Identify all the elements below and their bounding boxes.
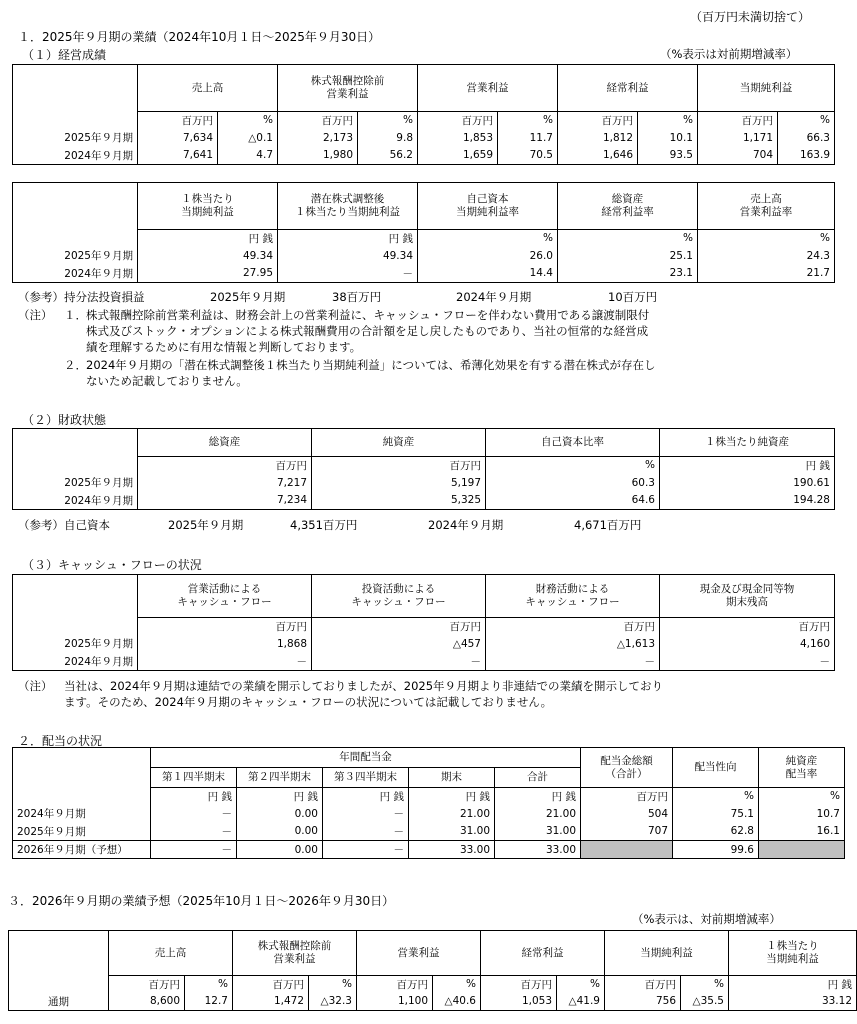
row-label: 2024年９月期: [13, 265, 138, 283]
table-row: [13, 823, 845, 841]
row-label: 2025年９月期: [13, 129, 138, 147]
header-sales: 売上高: [138, 65, 278, 112]
cell: 49.34: [138, 247, 278, 265]
per-share-table: [12, 182, 835, 283]
cash-flow-table: [12, 574, 835, 671]
cell: 75.1: [673, 805, 759, 823]
ref-period-1: 2025年９月期: [210, 290, 286, 304]
table-row: [13, 129, 835, 147]
cell: 70.5: [498, 147, 558, 165]
header-q1: 第１四半期末: [151, 768, 237, 788]
unit-cell: 百万円: [698, 112, 778, 129]
table-row: [13, 147, 835, 165]
unit-cell: 円 銭: [151, 788, 237, 805]
cell: 0.00: [237, 841, 323, 859]
table-row: [13, 492, 835, 510]
unit-cell: 百万円: [278, 112, 358, 129]
cell: 8,600: [109, 993, 185, 1011]
header-op-income: 営業利益: [357, 931, 481, 976]
cell: 0.00: [237, 805, 323, 823]
cell: 1,100: [357, 993, 433, 1011]
cell: 7,634: [138, 129, 218, 147]
header-operating-cf: 営業活動による キャッシュ・フロー: [138, 575, 312, 618]
header-net-income: 当期純利益: [698, 65, 835, 112]
unit-cell: %: [638, 112, 698, 129]
unit-cell: 円 銭: [660, 457, 835, 474]
cell: －: [323, 841, 409, 859]
cell: －: [151, 805, 237, 823]
row-label: 2024年９月期: [13, 805, 151, 823]
header-op-income: 営業利益: [418, 65, 558, 112]
header-doe: 純資産 配当率: [759, 748, 845, 788]
cell: 12.7: [185, 993, 233, 1011]
subsection-title-financial-position: （２）財政状態: [22, 413, 107, 427]
cell: 1,868: [138, 635, 312, 653]
unit-cell: %: [358, 112, 418, 129]
cell: 24.3: [698, 247, 835, 265]
cell: －: [278, 265, 418, 283]
header-total-assets: 総資産: [138, 429, 312, 457]
header-annual-dividend: 年間配当金: [151, 748, 581, 768]
cell: 21.7: [698, 265, 835, 283]
cell: 25.1: [558, 247, 698, 265]
row-label: 2025年９月期: [13, 247, 138, 265]
table-row: [13, 653, 835, 671]
ref-equity-label: （参考）自己資本: [18, 518, 110, 532]
unit-cell: 百万円: [233, 976, 309, 993]
row-label: 2026年９月期（予想）: [13, 841, 151, 859]
unit-cell: %: [698, 230, 835, 247]
cell: 21.00: [495, 805, 581, 823]
cell: 64.6: [486, 492, 660, 510]
unit-cell: 百万円: [486, 618, 660, 635]
unit-cell: %: [433, 976, 481, 993]
cell: 66.3: [778, 129, 835, 147]
cell: 1,812: [558, 129, 638, 147]
dividends-table: [12, 747, 845, 859]
notes-head: （注）: [18, 308, 53, 322]
corner-cell: [13, 65, 138, 112]
cell: －: [312, 653, 486, 671]
operating-results-table: [12, 64, 835, 165]
table-row: [13, 841, 845, 859]
unit-cell: 円 銭: [495, 788, 581, 805]
cell: －: [486, 653, 660, 671]
cell: △32.3: [309, 993, 357, 1011]
unit-cell: 百万円: [138, 618, 312, 635]
section-title-performance: １．2025年９月期の業績（2024年10月１日～2025年９月30日）: [18, 30, 381, 44]
cell: －: [660, 653, 835, 671]
forecast-table: [8, 930, 857, 1011]
note-1-line: 株式及びストック・オプションによる株式報酬費用の合計額を足し戻したものであり、当社の恒常的な経営成: [86, 324, 649, 338]
unit-cell: 百万円: [357, 976, 433, 993]
cell: 11.7: [498, 129, 558, 147]
cell: 1,980: [278, 147, 358, 165]
ref-equity-method-label: （参考）持分法投資損益: [18, 290, 145, 304]
unit-note: （百万円未満切捨て）: [690, 10, 811, 24]
header-ordinary-income: 経常利益: [481, 931, 605, 976]
cell: 99.6: [673, 841, 759, 859]
unit-cell: 円 銭: [323, 788, 409, 805]
row-label: 通期: [9, 993, 109, 1011]
unit-cell: 百万円: [558, 112, 638, 129]
unit-cell: 円 銭: [729, 976, 857, 993]
cell: 31.00: [409, 823, 495, 841]
section-title-dividends: ２．配当の状況: [18, 734, 103, 748]
cell: 2,173: [278, 129, 358, 147]
cell: 21.00: [409, 805, 495, 823]
shaded-cell: [581, 841, 673, 859]
cell: 56.2: [358, 147, 418, 165]
cell: 62.8: [673, 823, 759, 841]
subsection-title-cash-flow: （３）キャッシュ・フローの状況: [22, 558, 202, 572]
cell: 1,646: [558, 147, 638, 165]
unit-cell: %: [681, 976, 729, 993]
header-q3: 第３四半期末: [323, 768, 409, 788]
header-roa: 総資産 経常利益率: [558, 183, 698, 230]
unit-cell: 円 銭: [409, 788, 495, 805]
header-total: 合計: [495, 768, 581, 788]
ref-period-2: 2024年９月期: [428, 518, 504, 532]
unit-cell: 百万円: [481, 976, 557, 993]
note-2-line: 2024年９月期の「潜在株式調整後１株当たり当期純利益」については、希薄化効果を有する潜在株式が存在し: [86, 358, 656, 372]
cell: 33.12: [729, 993, 857, 1011]
ref-value-1: 38百万円: [332, 290, 382, 304]
header-bps: １株当たり純資産: [660, 429, 835, 457]
ref-period-2: 2024年９月期: [456, 290, 532, 304]
row-label: 2025年９月期: [13, 823, 151, 841]
cell: 16.1: [759, 823, 845, 841]
header-pre-sbc-op-income: 株式報酬控除前 営業利益: [233, 931, 357, 976]
unit-cell: 円 銭: [237, 788, 323, 805]
table-row: [13, 474, 835, 492]
cell: 33.00: [495, 841, 581, 859]
unit-cell: %: [309, 976, 357, 993]
cell: 27.95: [138, 265, 278, 283]
unit-cell: %: [759, 788, 845, 805]
cell: 194.28: [660, 492, 835, 510]
cell: 1,472: [233, 993, 309, 1011]
row-label: 2025年９月期: [13, 635, 138, 653]
cell: 5,197: [312, 474, 486, 492]
unit-cell: %: [673, 788, 759, 805]
cell: －: [323, 805, 409, 823]
cell: 190.61: [660, 474, 835, 492]
cell: 26.0: [418, 247, 558, 265]
row-label: 2024年９月期: [13, 147, 138, 165]
header-op-margin: 売上高 営業利益率: [698, 183, 835, 230]
cell: 14.4: [418, 265, 558, 283]
cell: 7,234: [138, 492, 312, 510]
cell: 1,853: [418, 129, 498, 147]
subsection-title-operating-results: （１）経営成績: [22, 48, 107, 62]
header-q2: 第２四半期末: [237, 768, 323, 788]
cell: 10.1: [638, 129, 698, 147]
financial-position-table: [12, 428, 835, 510]
row-label: 2025年９月期: [13, 474, 138, 492]
shaded-cell: [759, 841, 845, 859]
header-net-income: 当期純利益: [605, 931, 729, 976]
unit-cell: 百万円: [312, 457, 486, 474]
unit-cell: 百万円: [312, 618, 486, 635]
header-pre-sbc-op-income: 株式報酬控除前 営業利益: [278, 65, 418, 112]
header-roe: 自己資本 当期純利益率: [418, 183, 558, 230]
cf-note-head: （注）: [18, 679, 53, 693]
unit-cell: 百万円: [660, 618, 835, 635]
header-net-assets: 純資産: [312, 429, 486, 457]
cell: 7,217: [138, 474, 312, 492]
ref-value-1: 4,351百万円: [290, 518, 358, 532]
unit-cell: 百万円: [418, 112, 498, 129]
unit-cell: %: [557, 976, 605, 993]
cell: 9.8: [358, 129, 418, 147]
unit-cell: 円 銭: [138, 230, 278, 247]
cell: △457: [312, 635, 486, 653]
ref-value-2: 4,671百万円: [574, 518, 642, 532]
table-row: [13, 805, 845, 823]
unit-cell: %: [486, 457, 660, 474]
table-row: [9, 993, 857, 1011]
header-eps: １株当たり 当期純利益: [729, 931, 857, 976]
header-equity-ratio: 自己資本比率: [486, 429, 660, 457]
unit-cell: %: [778, 112, 835, 129]
cell: 49.34: [278, 247, 418, 265]
cell: 4,160: [660, 635, 835, 653]
cell: 23.1: [558, 265, 698, 283]
unit-cell: %: [418, 230, 558, 247]
table-row: [13, 247, 835, 265]
cell: 756: [605, 993, 681, 1011]
table-row: [13, 265, 835, 283]
cell: △40.6: [433, 993, 481, 1011]
section-title-forecast: ３．2026年９月期の業績予想（2025年10月１日～2026年９月30日）: [8, 894, 395, 908]
header-sales: 売上高: [109, 931, 233, 976]
pct-note: （%表示は、対前期増減率）: [632, 912, 781, 926]
unit-cell: 百万円: [138, 112, 218, 129]
cell: 707: [581, 823, 673, 841]
pct-note: （%表示は対前期増減率）: [660, 47, 798, 61]
ref-period-1: 2025年９月期: [168, 518, 244, 532]
cell: 504: [581, 805, 673, 823]
cell: －: [151, 823, 237, 841]
header-financing-cf: 財務活動による キャッシュ・フロー: [486, 575, 660, 618]
header-payout-ratio: 配当性向: [673, 748, 759, 788]
cell: △41.9: [557, 993, 605, 1011]
cell: 93.5: [638, 147, 698, 165]
cell: 0.00: [237, 823, 323, 841]
header-investing-cf: 投資活動による キャッシュ・フロー: [312, 575, 486, 618]
cell: 4.7: [218, 147, 278, 165]
cell: △0.1: [218, 129, 278, 147]
header-total-dividend: 配当金総額 （合計）: [581, 748, 673, 788]
note-1-line: 績を理解するために有用な情報と判断しております。: [86, 340, 362, 354]
cell: △35.5: [681, 993, 729, 1011]
table-row: [13, 635, 835, 653]
cell: －: [323, 823, 409, 841]
header-ordinary-income: 経常利益: [558, 65, 698, 112]
note-2-line: ないため記載しておりません。: [86, 374, 248, 388]
cell: －: [138, 653, 312, 671]
row-label: 2024年９月期: [13, 653, 138, 671]
cell: 704: [698, 147, 778, 165]
header-year-end: 期末: [409, 768, 495, 788]
cell: 1,053: [481, 993, 557, 1011]
note-1-number: １．: [64, 308, 87, 322]
cell: 1,659: [418, 147, 498, 165]
header-eps: １株当たり 当期純利益: [138, 183, 278, 230]
header-diluted-eps: 潜在株式調整後 １株当たり当期純利益: [278, 183, 418, 230]
cell: △1,613: [486, 635, 660, 653]
unit-cell: 百万円: [109, 976, 185, 993]
cell: 1,171: [698, 129, 778, 147]
cell: －: [151, 841, 237, 859]
unit-cell: 円 銭: [278, 230, 418, 247]
cell: 60.3: [486, 474, 660, 492]
header-cash-end: 現金及び現金同等物 期末残高: [660, 575, 835, 618]
cell: 163.9: [778, 147, 835, 165]
note-1-line: 株式報酬控除前営業利益は、財務会計上の営業利益に、キャッシュ・フローを伴わない費用である譲渡制限付: [86, 308, 650, 322]
unit-cell: 百万円: [138, 457, 312, 474]
row-label: 2024年９月期: [13, 492, 138, 510]
cell: 33.00: [409, 841, 495, 859]
unit-cell: %: [498, 112, 558, 129]
unit-cell: 百万円: [581, 788, 673, 805]
cell: 10.7: [759, 805, 845, 823]
unit-cell: %: [185, 976, 233, 993]
cell: 7,641: [138, 147, 218, 165]
ref-value-2: 10百万円: [608, 290, 658, 304]
cell: 5,325: [312, 492, 486, 510]
cf-note-line: ます。そのため、2024年９月期のキャッシュ・フローの状況については記載しておりません。: [64, 695, 553, 709]
unit-cell: %: [218, 112, 278, 129]
cell: 31.00: [495, 823, 581, 841]
unit-cell: 百万円: [605, 976, 681, 993]
note-2-number: ２．: [64, 358, 87, 372]
unit-cell: %: [558, 230, 698, 247]
cf-note-line: 当社は、2024年９月期は連結での業績を開示しておりましたが、2025年９月期より非連結での業績を開示しており: [64, 679, 664, 693]
